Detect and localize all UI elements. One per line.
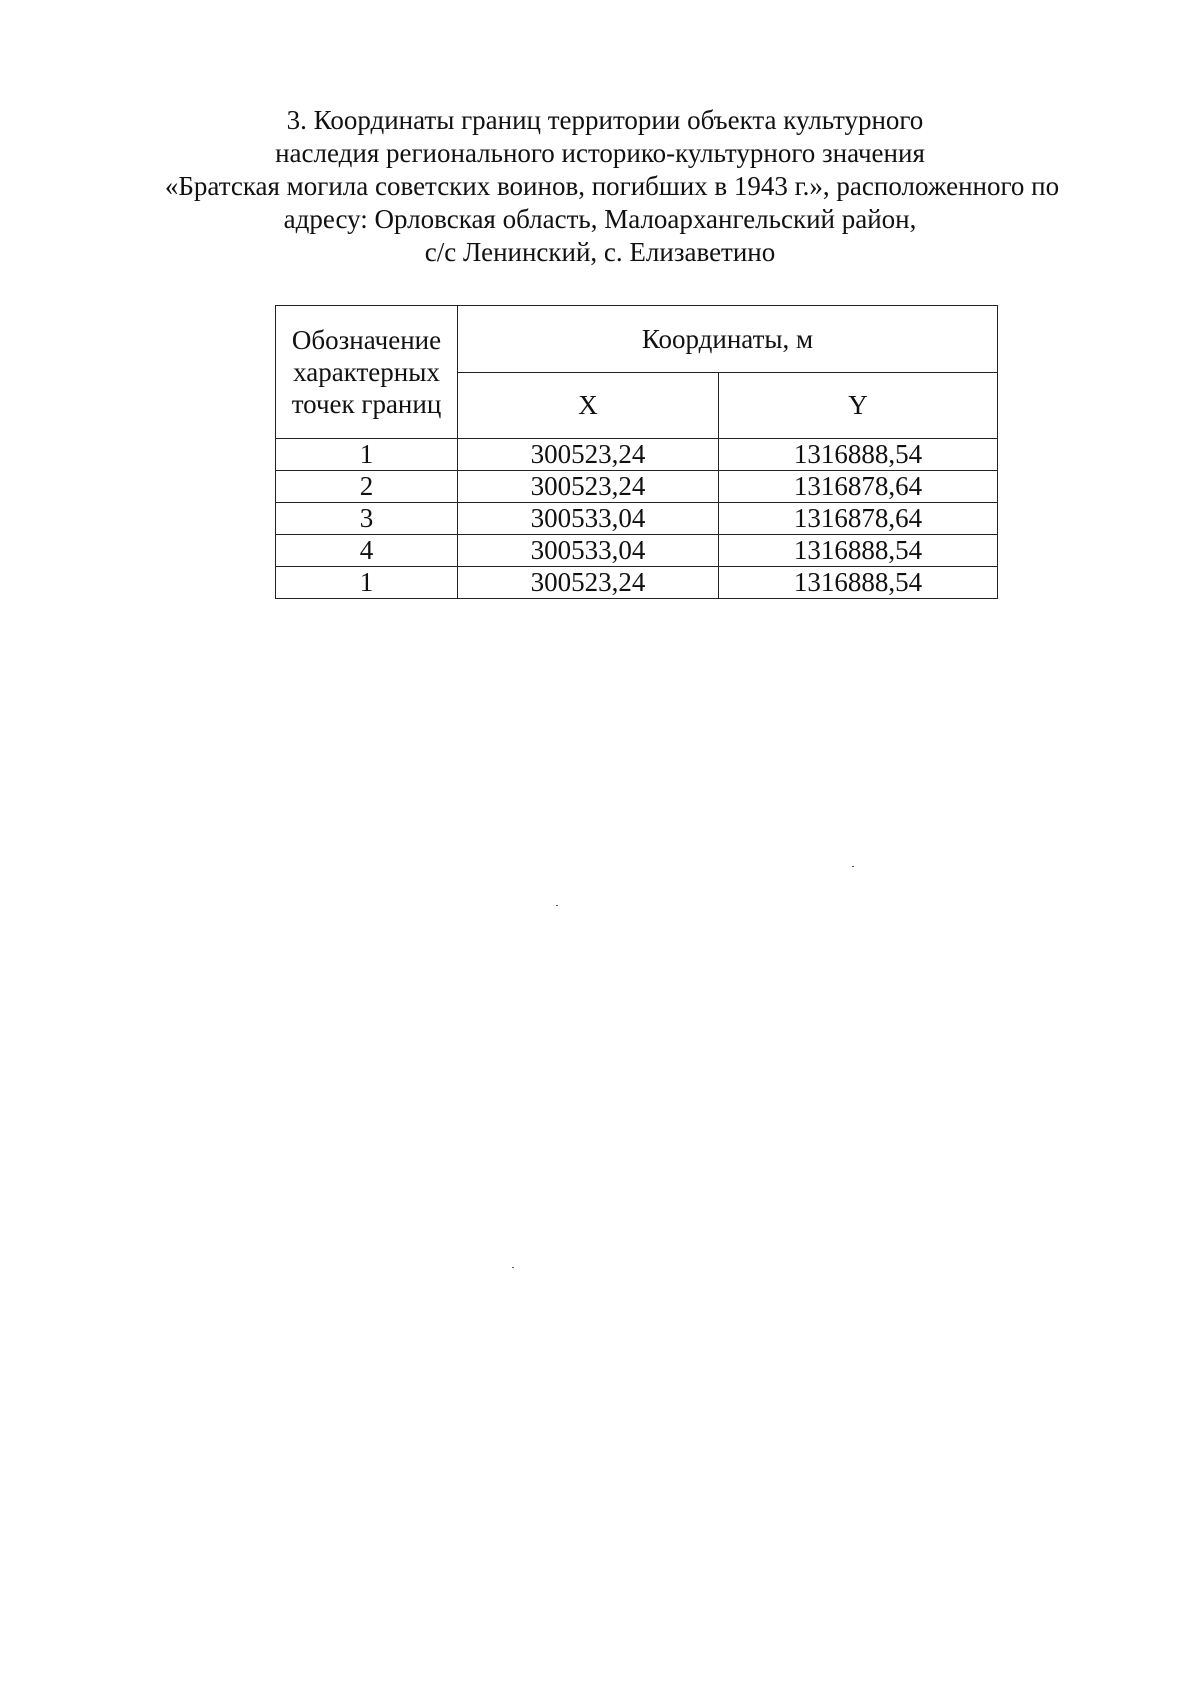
cell-point: 3 bbox=[276, 503, 458, 535]
header-y: Y bbox=[719, 373, 998, 439]
scan-speck bbox=[852, 866, 854, 867]
heading-line: «Братская могила советских воинов, погибших в 1943 г.», расположенного по bbox=[164, 171, 1060, 201]
heading-line: 3. Координаты границ территории объекта культурного bbox=[286, 105, 924, 135]
heading-line: адресу: Орловская область, Малоархангельский район, bbox=[283, 204, 917, 234]
cell-y: 1316888,54 bbox=[719, 439, 998, 471]
header-point-designation: Обозначение характерных точек границ bbox=[276, 306, 458, 439]
table-header-row bbox=[276, 306, 998, 373]
cell-x: 300523,24 bbox=[458, 471, 719, 503]
cell-point: 2 bbox=[276, 471, 458, 503]
cell-x: 300533,04 bbox=[458, 503, 719, 535]
header-coordinates: Координаты, м bbox=[458, 306, 998, 373]
cell-y: 1316878,64 bbox=[719, 503, 998, 535]
scan-speck bbox=[556, 905, 558, 906]
document-heading bbox=[120, 104, 1080, 269]
table-row bbox=[276, 439, 998, 471]
cell-point: 4 bbox=[276, 535, 458, 567]
heading-line: наследия регионального историко-культурного значения bbox=[275, 138, 925, 168]
cell-x: 300523,24 bbox=[458, 567, 719, 599]
cell-x: 300533,04 bbox=[458, 535, 719, 567]
cell-point: 1 bbox=[276, 439, 458, 471]
table-row bbox=[276, 471, 998, 503]
cell-point: 1 bbox=[276, 567, 458, 599]
cell-y: 1316888,54 bbox=[719, 567, 998, 599]
cell-y: 1316878,64 bbox=[719, 471, 998, 503]
heading-line: с/с Ленинский, с. Елизаветино bbox=[424, 237, 776, 267]
header-x: X bbox=[458, 373, 719, 439]
table-row bbox=[276, 567, 998, 599]
cell-y: 1316888,54 bbox=[719, 535, 998, 567]
table-row bbox=[276, 503, 998, 535]
scan-speck bbox=[512, 1267, 514, 1268]
table-row bbox=[276, 535, 998, 567]
cell-x: 300523,24 bbox=[458, 439, 719, 471]
coordinates-table bbox=[275, 305, 998, 599]
